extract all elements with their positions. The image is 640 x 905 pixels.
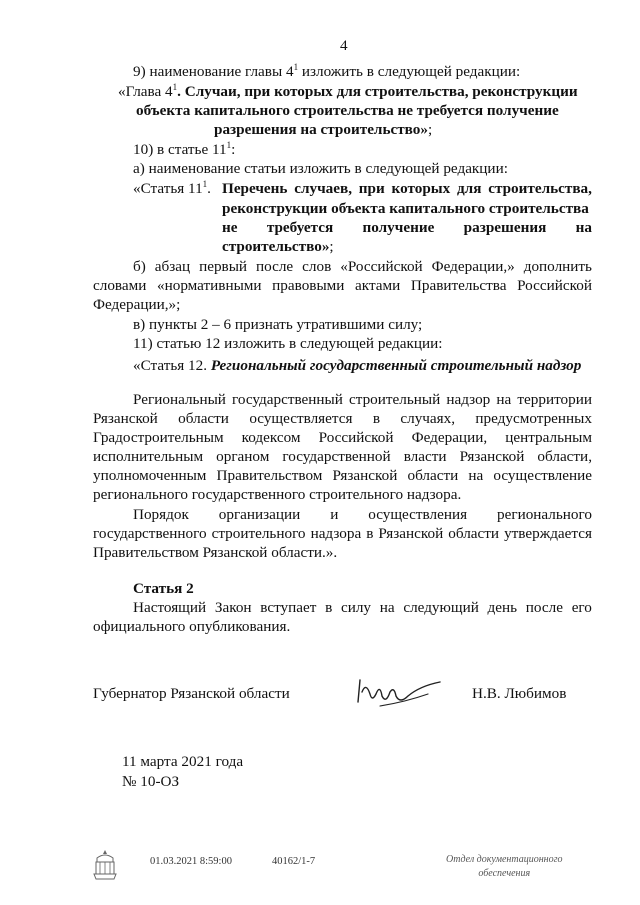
item-11-article-heading: «Статья 12. Региональный государственный строительный надзор — [133, 357, 582, 374]
para-1-line-5: уполномоченным Правительством Рязанской области на осуществление — [93, 467, 592, 484]
item-10-intro: 10) в статье $11^1$: — [133, 139, 236, 158]
handwritten-signature — [350, 672, 450, 712]
item-9-quote-line-3: разрешения на строительство»; — [214, 121, 433, 138]
item-11-intro: 11) статью 12 изложить в следующей редакции: — [133, 335, 443, 352]
para-1-line-1: Региональный государственный строительный надзор на территории — [133, 391, 592, 408]
law-number: № 10-ОЗ — [122, 773, 180, 790]
item-9-quote-line-2: объекта капитального строительства не требуется получение — [136, 102, 559, 119]
footer-doc-code: 40162/1-7 — [272, 856, 316, 867]
coat-of-arms-icon — [90, 848, 120, 882]
item-10-b-line-2: словами «нормативными правовыми актами Правительства Российской — [93, 277, 592, 294]
para-1-line-2: Рязанской области осуществляется в случаях, предусмотренных — [93, 410, 592, 427]
stamp-line-2: обеспечения — [478, 868, 531, 879]
para-2-line-3: Правительством Рязанской области.». — [93, 544, 338, 561]
item-10-a: а) наименование статьи изложить в следующей редакции: — [133, 160, 508, 177]
item-9-quote-line-1: «Глава $4^1$. Случаи, при которых для строительства, реконструкции — [118, 81, 578, 100]
law-date: 11 марта 2021 года — [122, 753, 244, 770]
department-stamp — [446, 853, 563, 881]
item-10-article-label: «Статья $11^1$. — [133, 178, 211, 197]
signatory-name: Н.В. Любимов — [472, 685, 567, 702]
footer-timestamp: 01.03.2021 8:59:00 — [150, 856, 232, 867]
para-1-line-3: Градостроительным кодексом Российской Федерации, центральным — [93, 429, 592, 446]
item-10-b-line-1: б) абзац первый после слов «Российской Федерации,» дополнить — [133, 258, 592, 275]
item-10-b-line-3: Федерации,»; — [93, 296, 181, 313]
item-9-intro: 9) наименование главы $4^1$ изложить в следующей редакции: — [133, 61, 521, 80]
item-10-article-title-line-4: строительство»; — [222, 238, 334, 255]
article-2-line-2: официального опубликования. — [93, 618, 291, 635]
para-2-line-1: Порядок организации и осуществления регионального — [133, 506, 592, 523]
page-number: 4 — [340, 37, 348, 54]
item-10-c: в) пункты 2 – 6 признать утратившими силу; — [133, 316, 423, 333]
para-1-line-4: исполнительным органом государственной власти Рязанской области, — [93, 448, 592, 465]
item-10-article-title-line-3: не требуется получение разрешения на — [222, 219, 592, 236]
para-1-line-6: регионального государственного строительного надзора. — [93, 486, 462, 503]
article-2-line-1: Настоящий Закон вступает в силу на следующий день после его — [133, 599, 592, 616]
stamp-line-1: Отдел документационного — [446, 854, 563, 865]
item-10-article-title-line-1: Перечень случаев, при которых для строительства, — [222, 180, 592, 197]
article-2-heading: Статья 2 — [133, 580, 194, 597]
signatory-title: Губернатор Рязанской области — [93, 685, 290, 702]
para-2-line-2: государственного строительного надзора в Рязанской области утверждается — [93, 525, 592, 542]
item-10-article-title-line-2: реконструкции объекта капитального строительства — [222, 200, 589, 217]
